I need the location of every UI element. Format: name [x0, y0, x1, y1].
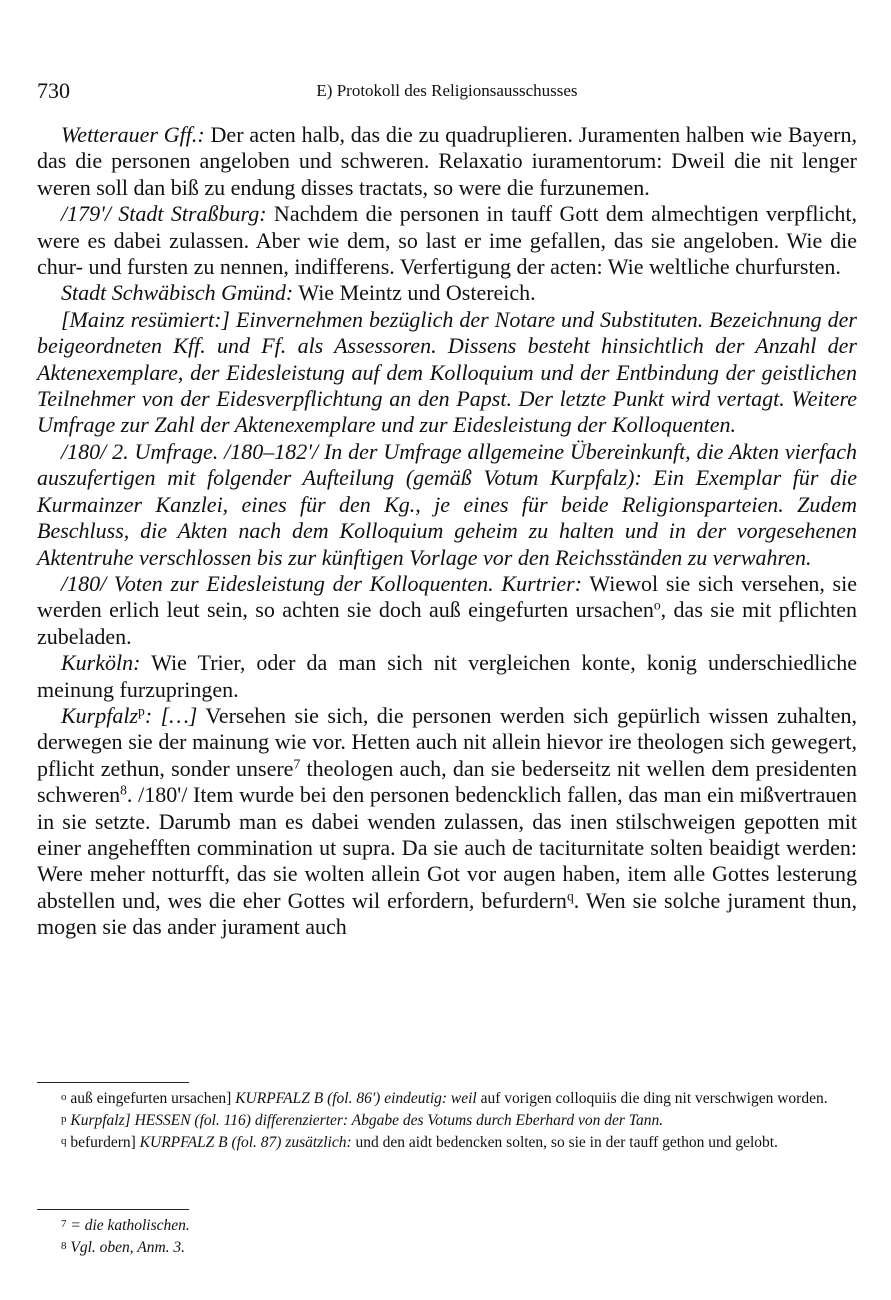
footnotes [37, 1214, 857, 1258]
editorial-summary: /180/ 2. Umfrage. /180–182'/ In der Umfrage allgemeine Übereinkunft, die Akten vierfach auszufertigen mit folgender Aufteilung (gemäß Votum Kurpfalz): Ein Exemplar für die Kurmainzer Kanzlei, eines für den Kg., je eines für beide Religionsparteien. Zudem Beschluss, die Akten nach dem Kolloquium geheim zu halten und in der vorgesehenen Aktentruhe verschlossen bis zur künftigen Vorlage vor den Reichsständen zu verwahren. [37, 438, 857, 570]
critical-note: o auß eingefurten ursachen] KURPFALZ B (fol. 86') eindeutig: weil auf vorigen colloquiis die ding nit verschwigen worden. [61, 1090, 828, 1107]
footnote: 7 = die katholischen. [61, 1217, 190, 1234]
speaker-label: /180/ Voten zur Eidesleistung der Kolloquenten. Kurtrier: [61, 570, 583, 596]
footnote-divider [37, 1209, 189, 1210]
note-marker: o [653, 597, 661, 613]
note-marker: p [138, 703, 145, 719]
speaker-label: Kurpfalz [61, 702, 139, 728]
speaker-label: Kurköln: [61, 650, 141, 676]
critical-note: q befurdern] KURPFALZ B (fol. 87) zusätzlich: und den aidt bedencken solten, so sie in der tauff gethon und gelobt. [61, 1134, 778, 1151]
footnote-marker: 8 [120, 782, 127, 798]
paragraph: Stadt Schwäbisch Gmünd: Wie Meintz und Ostereich. [61, 280, 536, 306]
running-title: E) Protokoll des Religionsausschusses [316, 81, 578, 100]
paragraph: Wetterauer Gff.: Der acten halb, das die zu quadruplieren. Juramenten halben wie Bayern, das die personen angeloben und schweren. Relaxatio iuramentorum: Dweil die nit lenger weren soll dan biß zu endung disses tractats, so were die furzunemen. [37, 122, 857, 200]
apparatus-divider [37, 1082, 189, 1083]
critical-note: p Kurpfalz] HESSEN (fol. 116) differenzierter: Abgabe des Votums durch Eberhard von der Tann. [61, 1112, 664, 1129]
paragraph: /180/ Voten zur Eidesleistung der Kolloquenten. Kurtrier: Wiewol sie sich versehen, sie werden erlich leut sein, so achten sie doch auß eingefurten ursachen$^o$, das sie mit pflichten zubeladen. [37, 570, 857, 649]
page-header [37, 78, 857, 106]
paragraph: /179'/ Stadt Straßburg: Nachdem die personen in tauff Gott dem almechtigen verpflicht, were es dabei zulassen. Aber wie dem, so last er ime gefallen, das sie angeloben. Wie die chur- und fursten zu nennen, indifferens. Verfertigung der acten: Wie weltliche churfursten. [37, 201, 857, 280]
editorial-summary: [Mainz resümiert:] Einvernehmen bezüglich der Notare und Substituten. Bezeichnung der beigeordneten Kff. und Ff. als Assessoren. Dissens besteht hinsichtlich der Anzahl der Aktenexemplare, der Eidesleistung auf dem Kolloquium und der Entbindung der geistlichen Teilnehmer von der Eidesverpflichtung an den Papst. Der letzte Punkt wird vertagt. Weitere Umfrage zur Zahl der Aktenexemplare und zur Eidesleistung der Kolloquenten. [37, 306, 857, 438]
footnote-marker: 7 [293, 756, 301, 772]
speaker-label: Stadt Schwäbisch Gmünd: [61, 280, 294, 306]
main-text [37, 122, 857, 941]
note-marker: q [566, 888, 574, 904]
paragraph: Kurpfalz$^p$: […] Versehen sie sich, die personen werden sich gepürlich wissen zuhalten, derwegen sie der mainung wie vor. Hetten auch nit allein hievor ire theologen sich gewegert, pflicht zethun, sonder unsere$^7$ theologen auch, dan sie bederseitz nit wellen dem presidenten schweren$^8$. /180'/ Item wurde bei den personen bedencklich fallen, das man ein mißvertrauen in sie setzte. Darumb man es dabei wenden zulassen, das inen stilschweigen gepotten mit einer angehefften commination ut supra. Da sie auch de taciturnitate solten beaidigt werden: Were meher notturfft, das sie wolten allein Got vor augen haben, item alle Gottes lesterung abstellen und, wes die eher Gottes wil erfordern, befurdern$^q$. Wen sie solche jurament thun, mogen sie das ander jurament auch [37, 702, 858, 940]
critical-apparatus [37, 1087, 857, 1153]
footnote: 8 Vgl. oben, Anm. 3. [61, 1239, 186, 1256]
paragraph: Kurköln: Wie Trier, oder da man sich nit vergleichen konte, konig underschiedliche meinung furzupringen. [37, 650, 857, 702]
page-number: 730 [37, 78, 70, 103]
speaker-label: /179'/ Stadt Straßburg: [61, 201, 267, 227]
speaker-label: Wetterauer Gff.: [61, 122, 205, 147]
